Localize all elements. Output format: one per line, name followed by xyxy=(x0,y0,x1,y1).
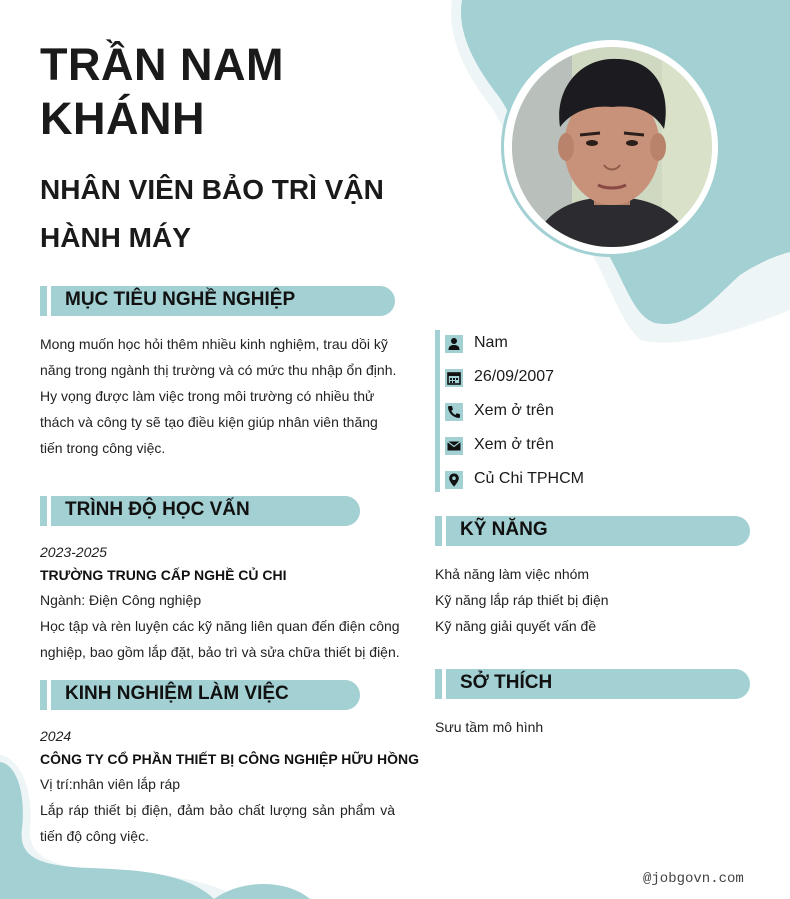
section-skills-title: KỸ NĂNG xyxy=(460,519,548,540)
section-objective-title: MỤC TIÊU NGHỀ NGHIỆP xyxy=(65,289,296,310)
contact-address-text: Củ Chi TPHCM xyxy=(474,470,584,487)
contact-email-text: Xem ở trên xyxy=(474,436,554,453)
person-icon xyxy=(445,335,463,353)
phone-icon xyxy=(445,403,463,421)
candidate-name-line1: TRẦN NAM xyxy=(40,39,284,90)
skill-item: Kỹ năng giải quyết vấn đề xyxy=(435,618,597,634)
contact-divider xyxy=(435,330,440,492)
contact-phone-text: Xem ở trên xyxy=(474,402,554,419)
education-desc-line: Học tập và rèn luyện các kỹ năng liên quan đến điện công xyxy=(40,618,400,634)
candidate-name xyxy=(40,38,420,146)
section-hobbies-header xyxy=(435,669,750,699)
section-objective-header xyxy=(40,286,395,316)
objective-line: tiến trong công việc. xyxy=(40,440,166,456)
education-year: 2023-2025 xyxy=(40,544,107,560)
section-education-header xyxy=(40,496,360,526)
section-skills-header xyxy=(435,516,750,546)
contact-info xyxy=(435,330,735,492)
objective-line: Hy vọng được làm việc trong môi trường có nhiều thử xyxy=(40,388,375,404)
avatar xyxy=(512,47,712,247)
experience-year: 2024 xyxy=(40,728,72,744)
section-experience-title: KINH NGHIỆM LÀM VIỆC xyxy=(65,683,289,704)
job-title-line1: NHÂN VIÊN BẢO TRÌ VẬN xyxy=(40,174,384,205)
experience-desc-line: Lắp ráp thiết bị điện, đảm bảo chất lượng sản phẩm và xyxy=(40,802,395,818)
calendar-icon xyxy=(445,369,463,387)
experience-company: CÔNG TY CỔ PHẦN THIẾT BỊ CÔNG NGHIỆP HỮU HỒNG xyxy=(40,751,420,767)
skill-item: Khả năng làm việc nhóm xyxy=(435,566,590,582)
location-pin-icon xyxy=(445,471,463,489)
education-major: Ngành: Điện Công nghiệp xyxy=(40,592,202,608)
mail-icon xyxy=(445,437,463,455)
experience-position: Vị trí:nhân viên lắp ráp xyxy=(40,776,181,792)
job-title xyxy=(40,166,420,262)
education-desc-line: nghiệp, bao gồm lắp đặt, bảo trì và sửa chữa thiết bị điện. xyxy=(40,644,400,660)
skill-item: Kỹ năng lắp ráp thiết bị điện xyxy=(435,592,609,608)
objective-line: Mong muốn học hỏi thêm nhiều kinh nghiệm, trau dồi kỹ xyxy=(40,336,388,352)
watermark-link[interactable]: @jobgovn.com xyxy=(643,871,744,887)
objective-text xyxy=(40,331,400,461)
objective-line: năng trong ngành thị trường và có mức thu nhập ổn định. xyxy=(40,362,397,378)
objective-line: thách và công ty sẽ tạo điều kiện giúp nhân viên thăng xyxy=(40,414,378,430)
job-title-line2: HÀNH MÁY xyxy=(40,222,191,253)
experience-desc-line: tiến độ công việc. xyxy=(40,828,149,844)
contact-gender-text: Nam xyxy=(474,334,508,351)
section-hobbies-title: SỞ THÍCH xyxy=(460,672,553,693)
education-school: TRƯỜNG TRUNG CẤP NGHỀ CỦ CHI xyxy=(40,567,287,583)
section-experience-header xyxy=(40,680,360,710)
contact-birthday-text: 26/09/2007 xyxy=(474,368,555,385)
candidate-name-line2: KHÁNH xyxy=(40,93,205,144)
section-education-title: TRÌNH ĐỘ HỌC VẤN xyxy=(65,499,250,520)
hobby-item: Sưu tầm mô hình xyxy=(435,719,544,735)
avatar-portrait xyxy=(512,47,712,247)
